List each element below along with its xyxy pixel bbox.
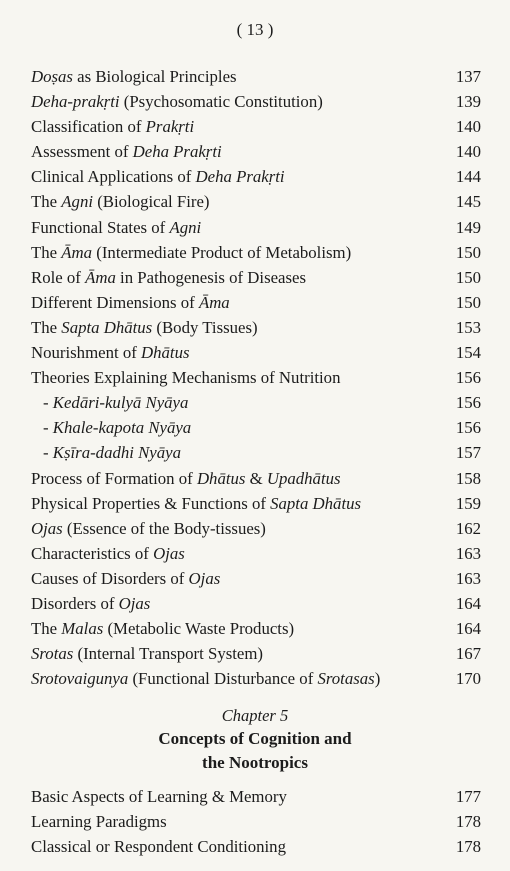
- toc-entry-title: [31, 89, 323, 114]
- toc-page-number: 149: [455, 217, 481, 237]
- toc-entry-title: [31, 834, 286, 859]
- toc-entry: [31, 491, 481, 516]
- title-text: as Biological Principles: [72, 67, 237, 86]
- toc-page-number: 156: [455, 418, 481, 438]
- title-text: Nourishment of: [31, 343, 141, 363]
- toc-page-number: 145: [455, 192, 481, 212]
- toc-entry: [31, 290, 481, 315]
- toc-page-number: 164: [455, 593, 481, 613]
- italic-term: Agni: [169, 217, 202, 237]
- toc-page-number: 163: [455, 568, 481, 588]
- toc-entry: [31, 365, 481, 390]
- toc-entry: [31, 541, 481, 566]
- chapter-toc-list: [31, 784, 481, 859]
- toc-entry: [31, 666, 481, 691]
- italic-term: Ojas: [188, 568, 221, 588]
- toc-entry-title: [31, 340, 189, 365]
- title-text: ): [374, 669, 381, 689]
- toc-page-number: 139: [455, 92, 481, 112]
- italic-term: Srotas: [31, 644, 74, 664]
- title-text: The: [31, 242, 62, 262]
- toc-page-number: 162: [455, 518, 481, 538]
- title-text: The: [31, 192, 62, 212]
- title-text: Role of: [31, 267, 86, 287]
- title-text: Different Dimensions of: [31, 292, 199, 312]
- toc-entry: [31, 566, 481, 591]
- italic-term: Dhātus: [196, 468, 246, 488]
- toc-page-number: 163: [455, 543, 481, 563]
- toc-subentry: [31, 415, 481, 440]
- toc-page-number: 150: [455, 242, 481, 262]
- title-text: Functional States of: [31, 217, 170, 237]
- title-text: (Metabolic Waste Products): [103, 619, 295, 639]
- title-text: (Psychosomatic Constitution): [119, 92, 323, 112]
- title-text: Basic Aspects of Learning & Memory: [31, 787, 287, 806]
- title-text: Physical Properties & Functions of: [31, 493, 271, 513]
- toc-entry: [31, 616, 481, 641]
- toc-entry-title: [31, 240, 351, 265]
- toc-page-number: 167: [455, 644, 481, 664]
- toc-entry-title: [31, 139, 222, 164]
- title-text: Disorders of: [31, 593, 119, 613]
- toc-page-number: 150: [455, 267, 481, 287]
- toc-entry: [31, 189, 481, 214]
- title-text: Clinical Applications of: [31, 167, 196, 187]
- toc-entry-title: [31, 491, 361, 516]
- toc-entry-title: [31, 189, 210, 214]
- toc-page-number: 178: [455, 812, 481, 832]
- italic-term: - Khale-kapota Nyāya: [43, 418, 192, 438]
- toc-entry-title: [31, 114, 194, 139]
- toc-entry: [31, 240, 481, 265]
- title-text: Classical or Respondent Conditioning: [31, 837, 286, 857]
- title-text: (Functional Disturbance of: [128, 669, 318, 689]
- italic-term: Deha-prakṛti: [31, 92, 120, 112]
- toc-page-number: 154: [455, 343, 481, 363]
- title-text: (Essence of the Body-tissues): [62, 518, 266, 538]
- italic-term: - Kedāri-kulyā Nyāya: [43, 393, 189, 413]
- title-text: Learning Paradigms: [31, 812, 167, 832]
- title-text: (Biological Fire): [93, 192, 210, 212]
- italic-term: Srotasas: [317, 669, 375, 689]
- toc-page-number: 140: [455, 117, 481, 137]
- italic-term: Agni: [61, 192, 93, 212]
- toc-page-number: 156: [455, 393, 481, 413]
- toc-page-number: 137: [455, 67, 481, 86]
- toc-page-number: 156: [455, 368, 481, 388]
- toc-entry: [31, 641, 481, 666]
- toc-entry-title: [31, 809, 167, 834]
- italic-term: Deha Prakṛti: [132, 142, 222, 162]
- toc-entry: [31, 784, 481, 809]
- toc-page-number: 164: [455, 619, 481, 639]
- title-text: in Pathogenesis of Diseases: [115, 267, 307, 287]
- italic-term: Ojas: [31, 518, 63, 538]
- toc-entry-title: [31, 516, 266, 541]
- italic-term: Deha Prakṛti: [195, 167, 285, 187]
- toc-entry-title: [31, 215, 201, 240]
- italic-term: Malas: [61, 619, 104, 639]
- italic-term: Āma: [61, 242, 93, 262]
- chapter-label: Chapter 5: [221, 706, 289, 725]
- title-text: Classification of: [31, 117, 146, 137]
- toc-entry-title: [31, 566, 220, 591]
- toc-entry-title: [31, 290, 230, 315]
- toc-page-number: 140: [455, 142, 481, 162]
- toc-entry: [31, 809, 481, 834]
- title-text: &: [245, 468, 267, 488]
- toc-page-number: 177: [455, 787, 481, 806]
- italic-term: Sapta Dhātus: [270, 493, 362, 513]
- title-text: (Internal Transport System): [73, 644, 263, 664]
- toc-entry: [31, 516, 481, 541]
- toc-entry: [31, 591, 481, 616]
- toc-page-number: 144: [455, 167, 481, 187]
- italic-term: Dhātus: [141, 343, 190, 363]
- toc-entry: [31, 89, 481, 114]
- italic-term: Prakṛti: [145, 117, 195, 137]
- toc-entry-title: [31, 164, 285, 189]
- chapter-heading: [0, 705, 510, 775]
- italic-term: Srotovaigunya: [31, 669, 129, 689]
- toc-page-number: 178: [455, 837, 481, 857]
- toc-entry: [31, 340, 481, 365]
- toc-subentry: [31, 390, 481, 415]
- toc-entry-title: [31, 784, 287, 809]
- title-text: Theories Explaining Mechanisms of Nutrition: [31, 368, 341, 388]
- toc-entry-title: [31, 390, 188, 415]
- toc-entry: [31, 834, 481, 859]
- title-text: Causes of Disorders of: [31, 568, 189, 588]
- toc-page-number: 158: [455, 468, 481, 488]
- toc-entry-title: [31, 591, 150, 616]
- toc-entry: [31, 139, 481, 164]
- title-text: Characteristics of: [31, 543, 154, 563]
- italic-term: Āma: [198, 292, 230, 312]
- italic-term: Sapta Dhātus: [61, 317, 153, 337]
- toc-page-number: 150: [455, 292, 481, 312]
- toc-list: [31, 64, 481, 691]
- italic-term: - Kṣīra-dadhi Nyāya: [43, 443, 181, 463]
- toc-subentry: [31, 440, 481, 465]
- toc-entry-title: [31, 466, 341, 491]
- title-text: The: [31, 317, 62, 337]
- toc-entry-title: [31, 64, 237, 89]
- toc-entry: [31, 114, 481, 139]
- italic-term: Upadhātus: [266, 468, 341, 488]
- italic-term: Doṣas: [31, 67, 73, 86]
- toc-entry-title: [31, 365, 340, 390]
- toc-entry-title: [31, 616, 294, 641]
- italic-term: Ojas: [118, 593, 151, 613]
- toc-entry-title: [31, 641, 263, 666]
- italic-term: Ojas: [153, 543, 185, 563]
- toc-entry: [31, 265, 481, 290]
- toc-page-number: 157: [455, 443, 481, 463]
- toc-page-number: 159: [455, 493, 481, 513]
- toc-entry-title: [31, 541, 185, 566]
- chapter-title-line-1: Concepts of Cognition and: [158, 729, 352, 748]
- chapter-title-line-2: the Nootropics: [202, 753, 308, 772]
- toc-entry: [31, 215, 481, 240]
- title-text: Process of Formation of: [31, 468, 197, 488]
- page-number: ( 13 ): [236, 20, 274, 39]
- toc-entry-title: [31, 265, 306, 290]
- toc-entry-title: [31, 315, 258, 340]
- toc-entry-title: [31, 440, 181, 465]
- title-text: Assessment of: [31, 142, 133, 162]
- toc-page-number: 153: [455, 317, 481, 337]
- toc-entry-title: [31, 666, 380, 691]
- toc-entry-title: [31, 415, 191, 440]
- italic-term: Āma: [85, 267, 116, 287]
- toc-entry: [31, 164, 481, 189]
- toc-entry: [31, 64, 481, 89]
- title-text: The: [31, 619, 62, 639]
- toc-entry: [31, 466, 481, 491]
- toc-entry: [31, 315, 481, 340]
- title-text: (Intermediate Product of Metabolism): [92, 242, 352, 262]
- toc-page-number: 170: [455, 669, 481, 689]
- title-text: (Body Tissues): [152, 317, 258, 337]
